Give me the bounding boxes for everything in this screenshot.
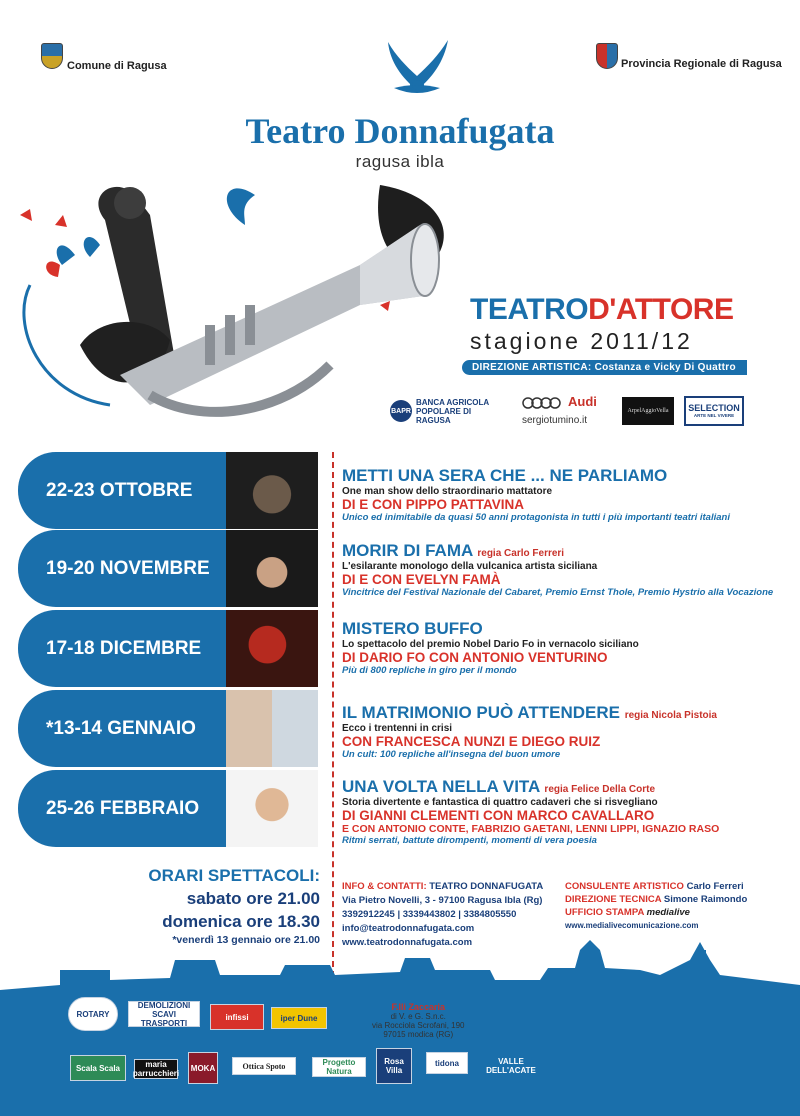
tech-name: Simone Raimondo	[663, 894, 748, 905]
actor-photo-venturino	[226, 610, 318, 687]
maria-logo: maria parrucchieri	[132, 1060, 180, 1078]
show-title: METTI UNA SERA CHE ... NE PARLIAMO	[342, 466, 668, 485]
season-subtitle: stagione 2011/12	[470, 328, 693, 354]
show-director: regia Carlo Ferreri	[477, 548, 565, 559]
comune-crest-icon	[41, 43, 63, 69]
show-description: One man show dello straordinario mattatore	[342, 486, 553, 497]
provincia-crest-icon	[596, 43, 618, 69]
consultant-name: Carlo Ferreri	[686, 881, 744, 892]
show-cast: DI E CON PIPPO PATTAVINA	[342, 497, 525, 512]
press-website[interactable]: www.medialivecomunicazione.com	[565, 921, 699, 930]
progetto-natura-logo: Progetto Natura	[312, 1057, 366, 1077]
theatre-name: Teatro Donnafugata	[245, 111, 555, 151]
show-title: UNA VOLTA NELLA VITA	[342, 777, 540, 796]
ottica-logo: Ottica Spoto	[232, 1057, 296, 1075]
show-cast: DI GIANNI CLEMENTI CON MARCO CAVALLARO	[342, 808, 655, 823]
tech-label: DIREZIONE TECNICA	[565, 894, 662, 905]
theatre-emblem-icon	[372, 38, 462, 100]
contact-address: Via Pietro Novelli, 3 - 97100 Ragusa Ibla (Rg)	[342, 895, 543, 906]
actor-photo-nunzi-ruiz	[226, 690, 318, 767]
press-label: UFFICIO STAMPA	[565, 907, 644, 918]
show-title: MISTERO BUFFO	[342, 619, 483, 638]
showtime-saturday: sabato ore 21.00	[186, 889, 320, 908]
moka-logo: MOKA	[188, 1052, 218, 1084]
contact-label: INFO & CONTATTI:	[342, 881, 427, 892]
showtime-sunday: domenica ore 18.30	[162, 912, 320, 931]
credits	[565, 880, 747, 932]
comune-name: Comune di Ragusa	[67, 60, 167, 72]
show-cast-extra: E CON ANTONIO CONTE, FABRIZIO GAETANI, LENNI LIPPI, IGNAZIO RASO	[342, 823, 720, 835]
show-3	[342, 619, 792, 676]
tidona-logo: tidona	[426, 1052, 468, 1074]
show-director: regia Felice Della Corte	[544, 784, 656, 795]
show-1	[342, 466, 792, 523]
date-pill-5: 25-26 FEBBRAIO	[18, 770, 318, 847]
valle-acate-logo: VALLE DELL'ACATE	[486, 1057, 536, 1075]
show-cast: CON FRANCESCA NUNZI E DIEGO RUIZ	[342, 734, 601, 749]
audi-logo: Audi sergiotumino.it	[522, 394, 597, 426]
scala-logo: Scala Scala	[70, 1055, 126, 1081]
show-description: L'esilarante monologo della vulcanica artista siciliana	[342, 561, 598, 572]
show-description: Ecco i trentenni in crisi	[342, 723, 453, 734]
show-note: Vincitrice del Festival Nazionale del Cabaret, Premio Ernst Thole, Premio Hystrio alla Vocazione	[342, 587, 774, 598]
provincia-name: Provincia Regionale di Ragusa	[621, 58, 782, 70]
show-cast: DI E CON EVELYN FAMÀ	[342, 572, 501, 587]
dashed-divider	[332, 452, 334, 977]
contact-venue: TEATRO DONNAFUGATA	[429, 881, 544, 892]
show-title: MORIR DI FAMA	[342, 541, 473, 560]
show-description: Storia divertente e fantastica di quattro cadaveri che si risvegliano	[342, 797, 658, 808]
date-pill-4: *13-14 GENNAIO	[18, 690, 318, 767]
infissi-logo: infissi	[210, 1004, 264, 1030]
show-4	[342, 703, 792, 760]
actor-photo-pattavina	[226, 452, 318, 529]
show-title: IL MATRIMONIO PUÒ ATTENDERE	[342, 703, 620, 722]
press-name: medialive	[646, 907, 690, 918]
date-pill-2: 19-20 NOVEMBRE	[18, 530, 318, 607]
show-note: Ritmi serrati, battute dirompenti, momenti di vera poesia	[342, 835, 597, 846]
consultant-label: CONSULENTE ARTISTICO	[565, 881, 684, 892]
show-2	[342, 541, 792, 598]
arte-logo: ArpelAggioVella	[622, 397, 674, 425]
rotary-logo: ROTARY	[68, 997, 118, 1031]
rosa-villa-logo: Rosa Villa	[376, 1048, 412, 1084]
zaccaria-logo: F.lli Zaccaria di V. e G. S.n.c. via Rocciola Scrofani, 190 97015 modica (RG)	[372, 1002, 465, 1039]
show-cast: DI DARIO FO CON ANTONIO VENTURINO	[342, 650, 608, 665]
iper-logo: iper Dune	[271, 1007, 327, 1029]
contact-website[interactable]: www.teatrodonnafugata.com	[342, 937, 473, 948]
selection-logo: SELECTION ARTE NEL VIVERE	[684, 396, 744, 426]
show-description: Lo spettacolo del premio Nobel Dario Fo in vernacolo siciliano	[342, 639, 639, 650]
audi-rings-icon	[522, 397, 562, 409]
actor-photo-clementi	[226, 770, 318, 847]
show-director: regia Nicola Pistoia	[624, 710, 717, 721]
showtime-exception: *venerdì 13 gennaio ore 21.00	[172, 934, 320, 946]
season-title: TEATROD'ATTORE	[470, 293, 734, 326]
showtimes-heading: ORARI SPETTACOLI:	[148, 866, 320, 885]
contact-phones: 3392912245 | 3339443802 | 3384805550	[342, 909, 517, 920]
show-note: Più di 800 repliche in giro per il mondo	[342, 665, 517, 676]
show-note: Unico ed inimitabile da quasi 50 anni protagonista in tutti i più importanti teatri italiani	[342, 512, 730, 523]
show-5	[342, 777, 792, 846]
date-pill-1: 22-23 OTTOBRE	[18, 452, 318, 529]
bapr-logo: BAPR BANCA AGRICOLA POPOLARE DI RAGUSA	[391, 397, 489, 425]
show-note: Un cult: 100 repliche all'insegna del buon umore	[342, 749, 561, 760]
demolizioni-logo: DEMOLIZIONI SCAVI TRASPORTI	[128, 1001, 200, 1027]
theatre-location: ragusa ibla	[355, 152, 445, 171]
artistic-direction: DIREZIONE ARTISTICA: Costanza e Vicky Di Quattro	[462, 360, 747, 375]
date-pill-3: 17-18 DICEMBRE	[18, 610, 318, 687]
contact-email[interactable]: info@teatrodonnafugata.com	[342, 923, 475, 934]
actor-photo-fama	[226, 530, 318, 607]
